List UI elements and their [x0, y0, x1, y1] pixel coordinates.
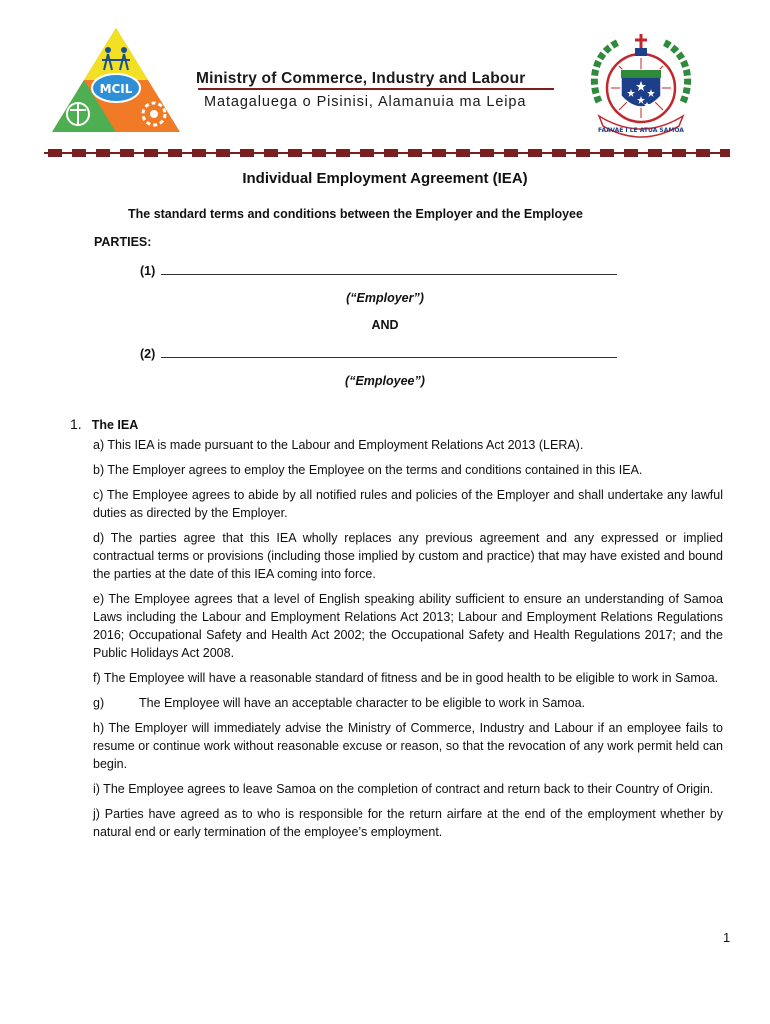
- divider-dash: [264, 149, 278, 157]
- divider-dash: [624, 149, 638, 157]
- clause-c: c) The Employee agrees to abide by all notified rules and policies of the Employer and shall undertake any lawful duties as directed by the Employer.: [93, 488, 723, 520]
- section-1-heading: [70, 416, 138, 432]
- document-title: Individual Employment Agreement (IEA): [242, 170, 528, 187]
- clause-e: e) The Employee agrees that a level of English speaking ability sufficient to ensure an understanding of Samoa Laws including the Labour and Employment Relations Act 2013; Labour and Employment Relations Regulations 2016; Occupational Safety and Health Act 2002; the Occupational Safety and Health Regulations 2017; and the Public Holidays Act 2008.: [93, 592, 723, 660]
- divider-dash: [72, 149, 86, 157]
- party-2-role: (“Employee”): [345, 374, 425, 388]
- header-divider: [44, 148, 730, 158]
- divider-dash: [288, 149, 302, 157]
- divider-dash: [168, 149, 182, 157]
- party-2-number: (2): [140, 347, 156, 361]
- divider-dash: [672, 149, 686, 157]
- divider-dash: [144, 149, 158, 157]
- section-1-title: The IEA: [91, 418, 139, 432]
- divider-dash: [432, 149, 446, 157]
- ministry-name: Ministry of Commerce, Industry and Labour: [196, 70, 526, 87]
- divider-dash: [552, 149, 566, 157]
- section-1-body: [93, 436, 723, 848]
- clause-h: h) The Employer will immediately advise the Ministry of Commerce, Industry and Labour if an employee fails to resume or continue work without reasonable excuse or reason, so that the revocation of any work permit held can begin.: [93, 721, 723, 771]
- divider-dash: [408, 149, 422, 157]
- party-1-number: (1): [140, 264, 156, 278]
- page-number: 1: [723, 930, 731, 945]
- section-1-number: 1.: [70, 416, 82, 432]
- divider-dash: [648, 149, 662, 157]
- parties-label: PARTIES:: [94, 235, 152, 249]
- divider-dash: [48, 149, 62, 157]
- divider-dash: [96, 149, 110, 157]
- letterhead: [0, 0, 770, 160]
- divider-dash: [456, 149, 470, 157]
- title-rule: [198, 88, 554, 90]
- clause-i: i) The Employee agrees to leave Samoa on the completion of contract and return back to their Country of Origin.: [93, 782, 714, 796]
- divider-dash: [216, 149, 230, 157]
- divider-dash: [600, 149, 614, 157]
- clause-j: j) Parties have agreed as to who is responsible for the return airfare at the end of the employment whether by natural end or early termination of the employee’s employment.: [93, 807, 723, 839]
- divider-dash: [480, 149, 494, 157]
- clause-f: f) The Employee will have a reasonable standard of fitness and be in good health to be eligible to work in Samoa.: [93, 671, 719, 685]
- divider-dash: [528, 149, 542, 157]
- clause-g: [93, 694, 723, 712]
- party-2-blank-field[interactable]: [161, 346, 617, 358]
- divider-dash: [504, 149, 518, 157]
- clause-a: a) This IEA is made pursuant to the Labour and Employment Relations Act 2013 (LERA).: [93, 438, 584, 452]
- divider-dash: [360, 149, 374, 157]
- party-1-line: [140, 263, 617, 278]
- divider-dash: [384, 149, 398, 157]
- logo-text: MCIL: [99, 82, 133, 96]
- divider-dash: [696, 149, 710, 157]
- emblem-motto: FAAVAE I LE ATUA SAMOA: [598, 127, 684, 134]
- divider-dash: [336, 149, 350, 157]
- ministry-name-samoan: Matagaluega o Pisinisi, Alamanuia ma Leipa: [204, 94, 527, 110]
- document-subtitle: The standard terms and conditions between the Employer and the Employee: [128, 207, 583, 221]
- clause-g-label: g): [93, 696, 105, 710]
- samoa-coat-of-arms: [585, 30, 697, 142]
- party-2-line: [140, 346, 617, 361]
- clause-b: b) The Employer agrees to employ the Employee on the terms and conditions contained in this IEA.: [93, 463, 643, 477]
- clause-g-text: The Employee will have an acceptable character to be eligible to work in Samoa.: [139, 696, 586, 710]
- divider-dash: [576, 149, 590, 157]
- and-separator: AND: [371, 318, 399, 332]
- divider-dash: [120, 149, 134, 157]
- divider-dash: [192, 149, 206, 157]
- party-1-role: (“Employer”): [346, 291, 424, 305]
- divider-dash: [240, 149, 254, 157]
- divider-dash: [720, 149, 730, 157]
- divider-dash: [312, 149, 326, 157]
- party-1-blank-field[interactable]: [161, 263, 617, 275]
- mcil-logo: [50, 26, 182, 134]
- clause-d: d) The parties agree that this IEA wholly replaces any previous agreement and any expressed or implied contractual terms or provisions (including those implied by custom and practice) that may have existed and bound the parties at the date of this IEA coming into force.: [93, 531, 723, 581]
